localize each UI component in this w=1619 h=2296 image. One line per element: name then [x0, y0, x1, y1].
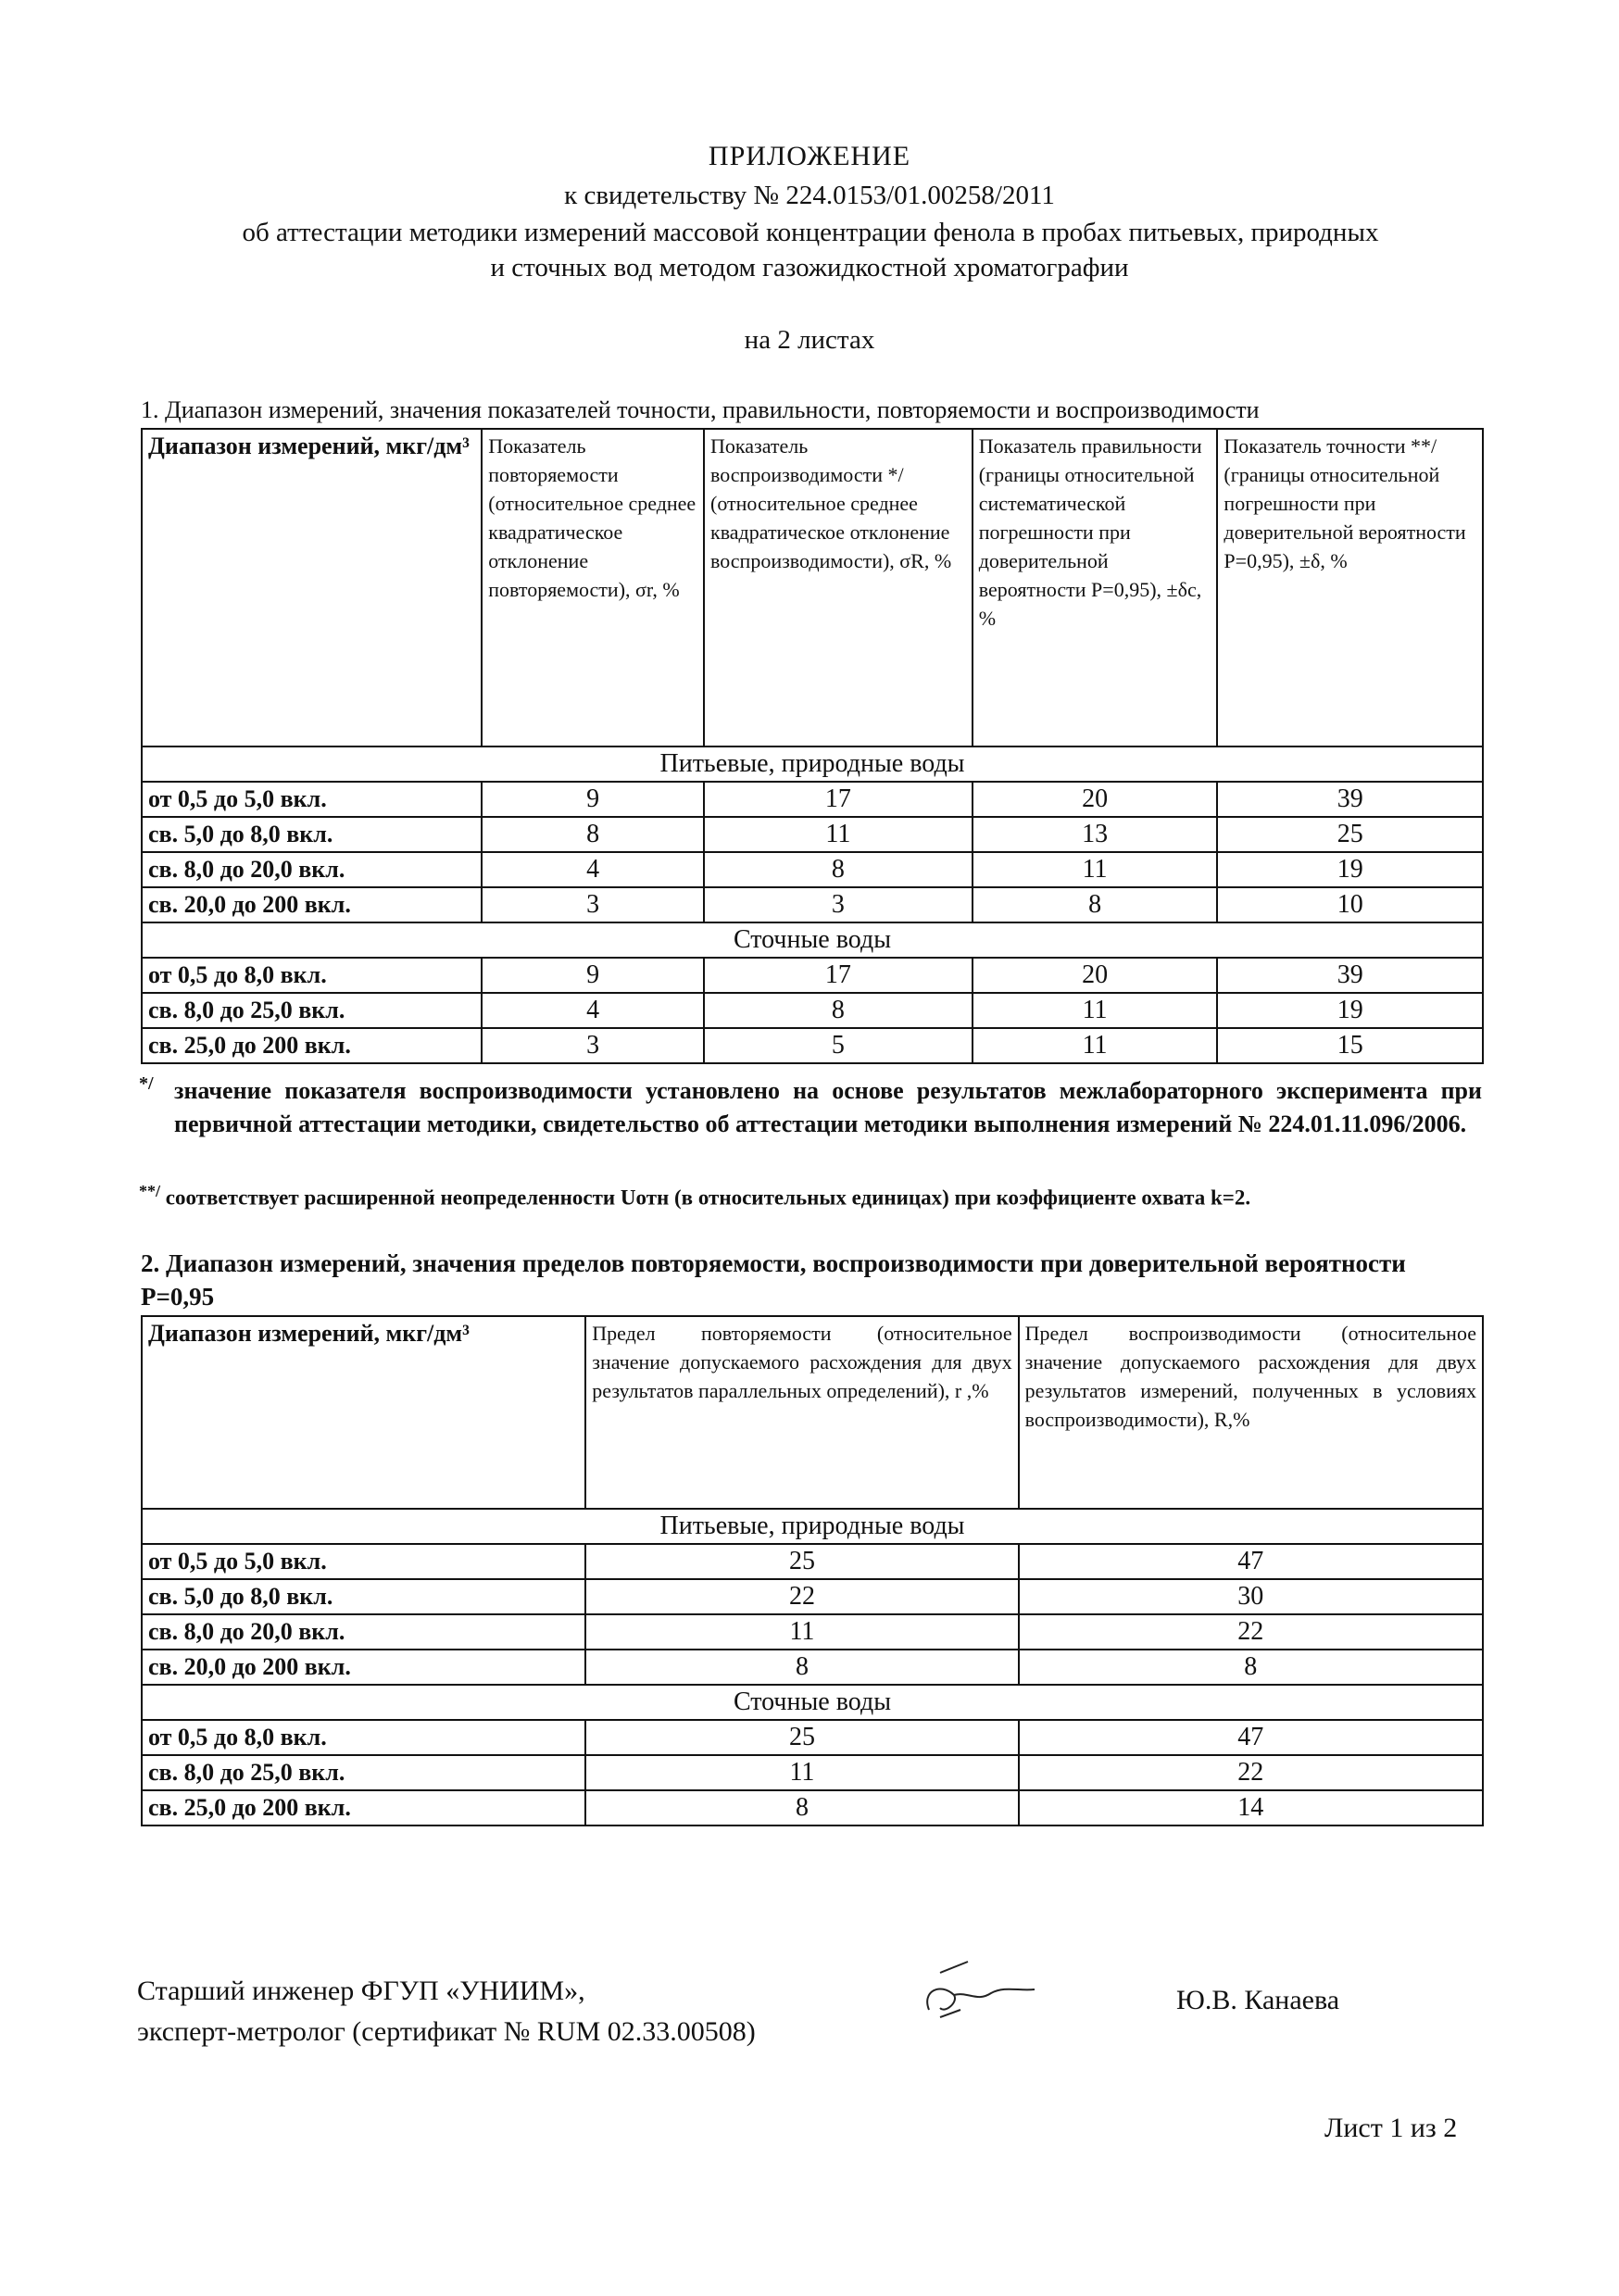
value-cell: 3: [482, 887, 704, 922]
footnote-1-text: значение показателя воспроизводимости установлено на основе результатов межлабораторного эксперимента при первичной аттестации методики, свидетельство об аттестации методики выполнения измерений № 224.01.11.096/2006.: [174, 1077, 1482, 1137]
value-cell: 11: [973, 1028, 1218, 1063]
range-cell: св. 25,0 до 200 вкл.: [142, 1028, 482, 1063]
value-cell: 39: [1217, 782, 1483, 817]
range-cell: св. 8,0 до 25,0 вкл.: [142, 1755, 585, 1790]
value-cell: 20: [973, 782, 1218, 817]
group-header: Питьевые, природные воды: [142, 747, 1483, 782]
table-row: [142, 782, 1483, 817]
table-row: [142, 817, 1483, 852]
value-cell: 17: [704, 782, 973, 817]
value-cell: 3: [704, 887, 973, 922]
header-range: Диапазон измерений, мкг/дм³: [142, 429, 482, 747]
table2: [141, 1315, 1484, 1826]
value-cell: 9: [482, 782, 704, 817]
signer-position-2: эксперт-метролог (сертификат № RUM 02.33.00508): [137, 2016, 756, 2047]
value-cell: 47: [1019, 1544, 1483, 1579]
header-trueness: Показатель правильности (границы относительной систематической погрешности при доверительной вероятности P=0,95), ±δc, %: [973, 429, 1218, 747]
document-title: ПРИЛОЖЕНИЕ: [708, 141, 911, 171]
value-cell: 8: [704, 993, 973, 1028]
table1-heading: 1. Диапазон измерений, значения показателей точности, правильности, повторяемости и воспроизводимости: [141, 396, 1260, 423]
header-range: Диапазон измерений, мкг/дм³: [142, 1316, 585, 1509]
table-row: [142, 1028, 1483, 1063]
table-row: [142, 1755, 1483, 1790]
value-cell: 11: [973, 852, 1218, 887]
value-cell: 9: [482, 958, 704, 993]
value-cell: 8: [973, 887, 1218, 922]
table-row: [142, 993, 1483, 1028]
footnote-2: [139, 1174, 1482, 1215]
value-cell: 8: [585, 1650, 1018, 1685]
value-cell: 8: [704, 852, 973, 887]
value-cell: 8: [482, 817, 704, 852]
sheet-count: на 2 листах: [744, 325, 875, 355]
range-cell: св. 25,0 до 200 вкл.: [142, 1790, 585, 1826]
range-cell: св. 20,0 до 200 вкл.: [142, 1650, 585, 1685]
table2-heading: 2. Диапазон измерений, значения пределов повторяемости, воспроизводимости при доверительной вероятности P=0,95: [141, 1249, 1406, 1311]
value-cell: 4: [482, 993, 704, 1028]
value-cell: 25: [585, 1720, 1018, 1755]
handwritten-signature: [903, 1954, 1042, 2028]
subject-line-2: и сточных вод методом газожидкостной хроматографии: [490, 253, 1129, 282]
value-cell: 17: [704, 958, 973, 993]
table1: [141, 428, 1484, 1064]
header-repeatability: Показатель повторяемости (относительное среднее квадратическое отклонение повторяемости), σr, %: [482, 429, 704, 747]
group-header: Сточные воды: [142, 922, 1483, 958]
header-repeat-limit: Предел повторяемости (относительное значение допускаемого расхождения для двух результатов параллельных определений), r ,%: [585, 1316, 1018, 1509]
table-row: [142, 1650, 1483, 1685]
header-reprod-limit: Предел воспроизводимости (относительное значение допускаемого расхождения для двух результатов измерений, полученных в условиях воспроизводимости), R,%: [1019, 1316, 1483, 1509]
value-cell: 25: [585, 1544, 1018, 1579]
signer-name: Ю.В. Канаева: [1176, 1985, 1340, 2015]
value-cell: 19: [1217, 993, 1483, 1028]
value-cell: 11: [585, 1755, 1018, 1790]
page-number: Лист 1 из 2: [1324, 2113, 1458, 2143]
range-cell: св. 5,0 до 8,0 вкл.: [142, 1579, 585, 1614]
range-cell: от 0,5 до 8,0 вкл.: [142, 1720, 585, 1755]
range-cell: св. 20,0 до 200 вкл.: [142, 887, 482, 922]
value-cell: 25: [1217, 817, 1483, 852]
value-cell: 8: [585, 1790, 1018, 1826]
group-header: Сточные воды: [142, 1685, 1483, 1720]
table-row: [142, 1579, 1483, 1614]
value-cell: 22: [585, 1579, 1018, 1614]
table-row: [142, 852, 1483, 887]
value-cell: 5: [704, 1028, 973, 1063]
signer-position-1: Старший инженер ФГУП «УНИИМ»,: [137, 1976, 585, 2006]
value-cell: 22: [1019, 1614, 1483, 1650]
range-cell: св. 8,0 до 20,0 вкл.: [142, 852, 482, 887]
table-row: [142, 1544, 1483, 1579]
table-row: [142, 1790, 1483, 1826]
value-cell: 30: [1019, 1579, 1483, 1614]
value-cell: 47: [1019, 1720, 1483, 1755]
footnote-2-marker: **/: [139, 1182, 161, 1200]
range-cell: от 0,5 до 5,0 вкл.: [142, 782, 482, 817]
footnote-2-text: соответствует расширенной неопределенности Uотн (в относительных единицах) при коэффициенте охвата k=2.: [165, 1186, 1251, 1210]
value-cell: 11: [585, 1614, 1018, 1650]
value-cell: 11: [704, 817, 973, 852]
table-row: [142, 1720, 1483, 1755]
value-cell: 13: [973, 817, 1218, 852]
table-row: [142, 887, 1483, 922]
value-cell: 22: [1019, 1755, 1483, 1790]
range-cell: св. 5,0 до 8,0 вкл.: [142, 817, 482, 852]
range-cell: св. 8,0 до 25,0 вкл.: [142, 993, 482, 1028]
footnote-1-marker: */: [139, 1073, 154, 1094]
value-cell: 3: [482, 1028, 704, 1063]
value-cell: 10: [1217, 887, 1483, 922]
table-row: [142, 958, 1483, 993]
table1-header-row: [142, 429, 1483, 747]
value-cell: 8: [1019, 1650, 1483, 1685]
table-row: [142, 1614, 1483, 1650]
subject-line-1: об аттестации методики измерений массовой концентрации фенола в пробах питьевых, природных: [242, 218, 1379, 247]
value-cell: 11: [973, 993, 1218, 1028]
value-cell: 4: [482, 852, 704, 887]
group-header: Питьевые, природные воды: [142, 1509, 1483, 1544]
value-cell: 19: [1217, 852, 1483, 887]
value-cell: 20: [973, 958, 1218, 993]
header-accuracy: Показатель точности **/ (границы относительной погрешности при доверительной вероятности P=0,95), ±δ, %: [1217, 429, 1483, 747]
value-cell: 39: [1217, 958, 1483, 993]
header-reproducibility: Показатель воспроизводимости */ (относительное среднее квадратическое отклонение воспроизводимости), σR, %: [704, 429, 973, 747]
value-cell: 14: [1019, 1790, 1483, 1826]
range-cell: св. 8,0 до 20,0 вкл.: [142, 1614, 585, 1650]
value-cell: 15: [1217, 1028, 1483, 1063]
certificate-number: к свидетельству № 224.0153/01.00258/2011: [564, 181, 1055, 210]
footnote-1: [139, 1074, 1482, 1141]
range-cell: от 0,5 до 8,0 вкл.: [142, 958, 482, 993]
range-cell: от 0,5 до 5,0 вкл.: [142, 1544, 585, 1579]
table2-header-row: [142, 1316, 1483, 1509]
